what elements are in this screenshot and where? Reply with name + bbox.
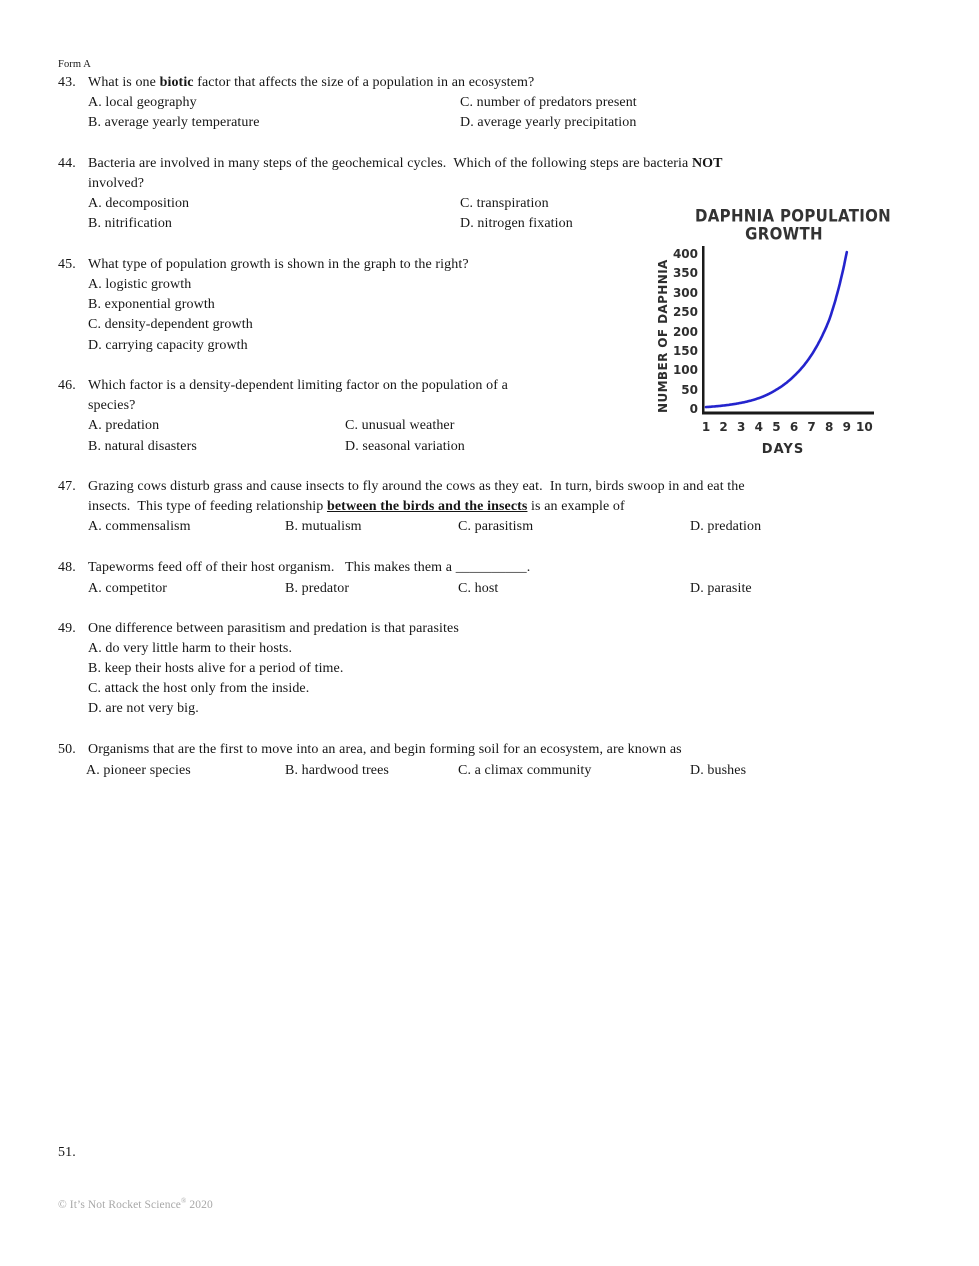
q50-number: 50. xyxy=(58,742,76,757)
y-axis-tick-label: 100 xyxy=(672,363,698,378)
q46-option-b: B. natural disasters xyxy=(88,439,197,454)
q43-option-b: B. average yearly temperature xyxy=(88,115,260,130)
q43-stem-pre: What is one xyxy=(88,75,160,90)
q47-option-c: C. parasitism xyxy=(458,519,534,534)
y-axis-tick-label: 200 xyxy=(672,324,698,339)
y-axis-tick-label: 0 xyxy=(689,402,698,416)
q51-number: 51. xyxy=(58,1145,76,1160)
q47-stem-line1: Grazing cows disturb grass and cause insects to fly around the cows as they eat. In turn, birds swoop in and eat the xyxy=(88,479,745,494)
x-axis-tick-label: 9 xyxy=(842,420,851,434)
q45-option-c: C. density-dependent growth xyxy=(88,317,253,332)
q44-stem-line2: involved? xyxy=(88,176,145,191)
y-axis-tick-label: 150 xyxy=(672,343,698,358)
chart-title-line1: DAPHNIA POPULATION xyxy=(695,206,892,226)
q43-number: 43. xyxy=(58,75,76,90)
x-axis-tick-label: 10 xyxy=(856,420,873,434)
q44-stem-line1 xyxy=(88,155,723,173)
q48-option-d: D. parasite xyxy=(690,581,752,596)
y-axis-label: NUMBER OF DAPHNIA xyxy=(656,259,670,413)
q49-number: 49. xyxy=(58,621,76,636)
q46-option-c: C. unusual weather xyxy=(345,418,455,433)
x-axis-label: DAYS xyxy=(761,442,805,457)
q46-option-a: A. predation xyxy=(88,418,160,433)
copyright-footer xyxy=(58,1192,213,1214)
q43-stem-bold: biotic xyxy=(159,75,194,90)
x-axis-tick-label: 2 xyxy=(719,420,728,434)
y-axis-tick-label: 250 xyxy=(672,305,698,320)
q50-option-b: B. hardwood trees xyxy=(285,763,389,778)
q46-option-d: D. seasonal variation xyxy=(345,439,465,454)
q43-option-c: C. number of predators present xyxy=(460,95,637,110)
q47-stem-line2 xyxy=(88,498,625,516)
q44-option-c: C. transpiration xyxy=(460,196,549,211)
y-axis-tick-label: 50 xyxy=(681,382,698,397)
q47-stem2-post: is an example of xyxy=(527,499,625,514)
x-axis-tick-label: 3 xyxy=(737,420,746,434)
q43-stem-post: factor that affects the size of a population in an ecosystem? xyxy=(193,75,535,90)
q44-stem-pre: Bacteria are involved in many steps of the geochemical cycles. Which of the following steps are bacteria xyxy=(88,156,692,171)
q47-number: 47. xyxy=(58,479,76,494)
y-axis-tick-label: 400 xyxy=(672,247,698,261)
q43-option-d: D. average yearly precipitation xyxy=(460,115,637,130)
y-axis-tick-label: 300 xyxy=(672,285,698,300)
q47-stem2-bold-underline: between the birds and the insects xyxy=(326,499,528,514)
registered-trademark-symbol: ® xyxy=(181,1197,187,1205)
q48-option-b: B. predator xyxy=(285,581,350,596)
q44-option-d: D. nitrogen fixation xyxy=(460,216,573,231)
q47-option-d: D. predation xyxy=(690,519,762,534)
q44-number: 44. xyxy=(58,156,76,171)
q44-option-b: B. nitrification xyxy=(88,216,173,231)
q45-option-d: D. carrying capacity growth xyxy=(88,338,248,353)
q49-option-c: C. attack the host only from the inside. xyxy=(88,681,310,696)
footer-year: 2020 xyxy=(186,1198,213,1211)
q44-option-a: A. decomposition xyxy=(88,196,190,211)
q46-stem-line1: Which factor is a density-dependent limiting factor on the population of a xyxy=(88,378,508,393)
q48-number: 48. xyxy=(58,560,76,575)
y-axis-tick-label: 350 xyxy=(672,266,698,281)
q47-option-a: A. commensalism xyxy=(88,519,191,534)
q46-stem-line2: species? xyxy=(88,398,136,413)
q46-number: 46. xyxy=(58,378,76,393)
q44-stem-bold: NOT xyxy=(691,156,723,171)
q43-stem xyxy=(88,74,534,92)
population-curve xyxy=(706,252,847,407)
q49-option-b: B. keep their hosts alive for a period of time. xyxy=(88,661,344,676)
q49-option-d: D. are not very big. xyxy=(88,701,199,716)
plot-area xyxy=(702,246,877,418)
chart-title-line2: GROWTH xyxy=(745,224,823,244)
q47-stem2-pre: insects. This type of feeding relationship xyxy=(88,499,327,514)
q45-number: 45. xyxy=(58,257,76,272)
q48-option-c: C. host xyxy=(458,581,499,596)
q50-option-c: C. a climax community xyxy=(458,763,592,778)
footer-text: © It’s Not Rocket Science xyxy=(58,1198,182,1211)
x-axis-tick-label: 1 xyxy=(701,420,711,434)
q50-stem: Organisms that are the first to move into an area, and begin forming soil for an ecosystem, are known as xyxy=(88,742,682,757)
q48-stem: Tapeworms feed off of their host organism. This makes them a __________. xyxy=(88,560,531,575)
q45-stem: What type of population growth is shown in the graph to the right? xyxy=(88,257,469,272)
x-axis-tick-label: 7 xyxy=(807,420,816,434)
x-axis-tick-label: 8 xyxy=(825,420,834,434)
q49-option-a: A. do very little harm to their hosts. xyxy=(88,641,293,656)
q50-option-a: A. pioneer species xyxy=(86,763,191,778)
x-axis-tick-label: 4 xyxy=(754,420,763,434)
q48-option-a: A. competitor xyxy=(88,581,168,596)
q49-stem: One difference between parasitism and predation is that parasites xyxy=(88,621,459,636)
q47-option-b: B. mutualism xyxy=(285,519,362,534)
x-axis-tick-label: 6 xyxy=(789,420,799,434)
q45-option-b: B. exponential growth xyxy=(88,297,215,312)
q50-option-d: D. bushes xyxy=(690,763,747,778)
x-axis-tick-label: 5 xyxy=(772,420,781,434)
q45-option-a: A. logistic growth xyxy=(88,277,192,292)
daphnia-population-growth-chart xyxy=(645,205,892,465)
form-label: Form A xyxy=(58,59,91,70)
q43-option-a: A. local geography xyxy=(88,95,197,110)
